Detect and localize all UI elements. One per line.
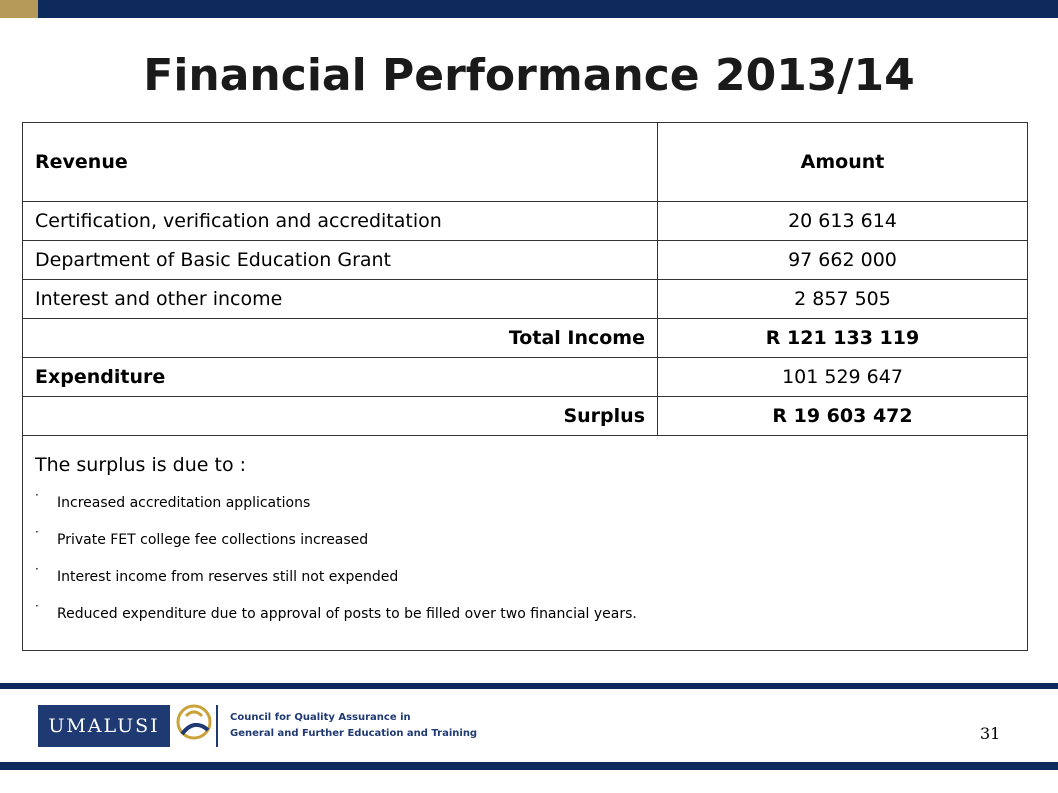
surplus-row: [23, 397, 1028, 436]
list-item: [35, 521, 1015, 558]
list-item-text: Increased accreditation applications: [57, 495, 311, 511]
amount-header: Amount: [658, 123, 1028, 202]
notes-intro: The surplus is due to :: [35, 454, 247, 476]
table-row: [23, 241, 1028, 280]
council-name: [230, 710, 477, 742]
row-label: Certification, verification and accreditation: [23, 202, 658, 241]
page-number: 31: [980, 724, 1001, 743]
logo-divider: [216, 705, 218, 747]
emblem-icon: [172, 700, 222, 750]
row-amount: 97 662 000: [658, 241, 1028, 280]
list-item-text: Interest income from reserves still not expended: [57, 569, 399, 585]
list-item: [35, 558, 1015, 595]
total-income-label: Total Income: [23, 319, 658, 358]
list-item-text: Reduced expenditure due to approval of posts to be filled over two financial years.: [57, 606, 637, 622]
page-title: Financial Performance 2013/14: [143, 50, 915, 101]
table-row: [23, 202, 1028, 241]
council-line-2: General and Further Education and Training: [230, 728, 478, 739]
footer-bar-top: [0, 683, 1058, 689]
bullet-icon: ·: [35, 599, 39, 613]
list-item: [35, 595, 1015, 632]
notes-list: [35, 484, 1015, 632]
row-label: Department of Basic Education Grant: [23, 241, 658, 280]
list-item: [35, 484, 1015, 521]
footer-bar-bottom: [0, 762, 1058, 770]
bullet-icon: ·: [35, 562, 39, 576]
notes-cell: [23, 436, 1028, 651]
revenue-header: Revenue: [23, 123, 658, 202]
financial-table: [22, 122, 1028, 651]
row-amount: 2 857 505: [658, 280, 1028, 319]
row-label: Interest and other income: [23, 280, 658, 319]
row-amount: 20 613 614: [658, 202, 1028, 241]
expenditure-row: [23, 358, 1028, 397]
bullet-icon: ·: [35, 488, 39, 502]
table-header-row: [23, 123, 1028, 202]
expenditure-amount: 101 529 647: [658, 358, 1028, 397]
expenditure-label: Expenditure: [23, 358, 658, 397]
council-line-1: Council for Quality Assurance in: [230, 712, 411, 723]
top-accent: [0, 0, 38, 18]
table-row: [23, 280, 1028, 319]
umalusi-logo: UMALUSI: [38, 705, 170, 747]
total-income-row: [23, 319, 1028, 358]
bullet-icon: ·: [35, 525, 39, 539]
top-bar: [0, 0, 1058, 18]
list-item-text: Private FET college fee collections increased: [57, 532, 369, 548]
surplus-amount: R 19 603 472: [658, 397, 1028, 436]
surplus-label: Surplus: [23, 397, 658, 436]
total-income-amount: R 121 133 119: [658, 319, 1028, 358]
notes-row: [23, 436, 1028, 651]
